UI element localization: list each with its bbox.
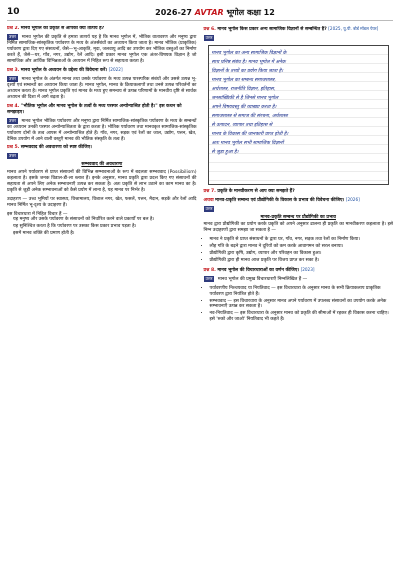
list-item: • लौह गति के बढ़ने द्वारा मानव ने दूरियों को कम करके आवागमन को सरल बनाया। <box>210 244 394 250</box>
question-6 <box>204 26 394 33</box>
question-number: प्रश्न 5. <box>7 145 20 151</box>
answer-text: मानव द्वारा प्रौद्योगिकी का प्रयोग करके प्रकृति को अपने अनुसार ढालना ही प्रकृति का मानवीकरण कहलाता है। इसे निम्न उदाहरणों द्वारा समझा जा सकता है — <box>203 222 393 234</box>
handwritten-line: मानव भूगोल का अन्य सामाजिक विज्ञानों के <box>211 50 287 56</box>
question-number: प्रश्न 2. <box>7 26 20 31</box>
question-2 <box>7 26 197 32</box>
handwritten-line: मानव भूगोल का सम्बन्ध समाजशास्त्र, <box>211 77 276 83</box>
question-8 <box>204 267 394 274</box>
answer-badge: उत्तर <box>9 117 16 123</box>
question-number: प्रश्न 8. <box>203 267 216 273</box>
exam-year-tag: [2025, यू.पी. बोर्ड मॉडल पेपर] <box>328 26 379 31</box>
handwritten-line: विज्ञानों के तथ्यों का प्रयोग किया जाता है। <box>211 68 284 74</box>
exam-year-tag: [2026] <box>345 196 360 202</box>
list-item: • प्रौद्योगिकी द्वारा कृषि, उद्योग, व्यापार और परिवहन का विकास हुआ। <box>210 251 394 257</box>
question-text: सम्भववाद की अवधारणा को स्पष्ट कीजिए। <box>20 145 92 151</box>
header-class: कक्षा 12 <box>246 7 275 17</box>
answer-badge: उत्तर <box>205 205 213 211</box>
answer-4 <box>7 118 197 143</box>
answer-text: मानव भूगोल भौतिक पर्यावरण और मनुष्य द्वारा निर्मित सामाजिक-सांस्कृतिक पर्यावरण के मध्य के सम्बन्धों का अध्ययन उनकी परस्पर अन्योन्याश्रितता के द्वारा करता है। भौतिक पर्यावरण तथा मानवकृत सामाजिक-सांस्कृतिक पर्यावरण दोनों के तत्व आपस में अन्योन्याश्रित होते हैं। गाँव, नगर, सड़क एवं रेलों का जाल, उद्योग, पत्तन, खेत, दैनिक उपयोग में आने वाली वस्तुएँ मानव की भौतिक संस्कृति के तत्व हैं। <box>7 118 197 142</box>
handwritten-line: मानव के विकास की जानकारी प्राप्त होती है। <box>211 131 289 137</box>
question-text: प्रकृति के मानवीकरण से आप क्या समझते हैं? <box>217 188 295 194</box>
header-year: 2026-27 <box>155 7 192 17</box>
answer-6 <box>204 35 394 42</box>
list-item: • नव-नियतिवाद — इस विचारधारा के अनुसार मानव को प्रकृति की सीमाओं में रहकर ही विकास करना चाहिए। इसे 'रुको और जाओ' नियतिवाद भी कहते हैं। <box>210 311 394 323</box>
question-text: मानव भूगोल के अध्ययन के उद्देश्य की विवेचना करें। <box>20 68 108 74</box>
header-title <box>37 7 393 18</box>
question-text: मानव भूगोल की प्रकृति से आपका क्या तात्पर्य है? <box>20 26 105 31</box>
list-item: • यह मनुष्य और उसके पर्यावरण के संसाधनों को निर्धारित करने वाले प्रकार्यों पर बल है। <box>13 217 197 223</box>
list-item: • सम्भववाद — इस विचारधारा के अनुसार मानव अपने पर्यावरण में उपलब्ध संसाधनों का उपयोग करके अनेक सम्भावनाएँ उत्पन्न कर सकता है। <box>210 299 394 311</box>
list-item: • यह सुनिश्चित करता है कि पर्यावरण पर उसका किस प्रकार प्रभाव पड़ता है। <box>13 224 197 230</box>
exam-year-tag: [2022] <box>108 67 123 73</box>
answer-3 <box>7 76 197 101</box>
handwritten-line: साथ घनिष्ठ संबंध है। मानव भूगोल में अनेक <box>211 59 286 65</box>
handwritten-line: अतः मानव भूगोल सभी सामाजिक विज्ञानों <box>211 140 284 146</box>
answer-2 <box>7 34 197 65</box>
question-number: प्रश्न 3. <box>7 68 20 74</box>
brand-logo: AVTAR <box>194 7 224 17</box>
answer-5 <box>7 153 197 193</box>
page-header <box>7 4 393 21</box>
question-text: मानव भूगोल की विचारधाराओं का वर्णन कीजिए। <box>217 267 300 273</box>
question-7-alt <box>204 197 394 204</box>
handwritten-line: जनसांख्यिकी से है जिनसे मानव भूगोल <box>211 95 279 101</box>
page-number: 10 <box>7 7 20 17</box>
answer-heading: सम्भववाद की अवधारणा <box>81 162 123 168</box>
list-item: • पर्यावरणीय निश्चयवाद या नियतिवाद — इस विचारधारा के अनुसार मानव के सभी क्रियाकलाप प्राकृतिक पर्यावरण द्वारा नियंत्रित होते हैं। <box>210 286 394 298</box>
answer-heading: मानव-प्रकृति सम्बन्ध पर प्रौद्योगिकी का प्रभाव <box>260 214 336 220</box>
list-item: • इसमें मानव शक्ति की प्रमाण होती है। <box>13 231 197 237</box>
handwritten-line: से उत्पादन, व्यापार तथा इतिहास से <box>211 122 273 128</box>
points-list <box>210 237 394 264</box>
left-column <box>7 26 197 564</box>
list-item: • मानव ने प्रकृति से प्राप्त संसाधनों के द्वारा घर, गाँव, नगर, सड़क तथा रेलों का निर्माण किया। <box>210 237 394 243</box>
question-3 <box>7 67 197 74</box>
question-number: प्रश्न 6. <box>203 27 216 32</box>
right-column <box>204 26 394 564</box>
question-number: प्रश्न 7. <box>203 188 216 194</box>
header-subject: भूगोल <box>226 7 245 17</box>
list-item: • प्रौद्योगिकी द्वारा ही मानव आज प्रकृति पर विजय प्राप्त कर सका है। <box>210 258 394 264</box>
answer-text: मानव भूगोल के अंतर्गत मानव तथा उसके पर्यावरण के मध्य उत्पन्न पारस्परिक संबंधों और उससे उत्पन्न भू-दृश्यों एवं सम्बन्धों का अध्ययन किया जाता है। मानव भूगोल, मानव के क्रियाकलापों तथा उनसे उत्पन्न परिवर्तनों का अध्ययन करता है। मानव भूगोल प्रकृति एवं मानव के मध्य हुए समन्वय से उत्पन्न परिणामों के मानवीय दृष्टि से सार्थक अध्ययन की दिशा में आगे बढ़ता है। <box>7 77 197 101</box>
handwritten-line: अर्थशास्त्र, राजनीति विज्ञान, इतिहास, <box>211 86 276 92</box>
handwritten-line: अपने विषयवस्तु की व्याख्या करता है। <box>211 104 277 110</box>
handwritten-line: समाजशास्त्र से समाज की संरचना, अर्थशास्त्र <box>211 113 288 119</box>
question-text: "भौतिक भूगोल और मानव भूगोल के तत्वों के मध्य परस्पर अन्योन्याश्रित होती है।" इस कथन को समझाइए। <box>7 103 182 115</box>
answer-7 <box>204 206 394 235</box>
question-text: मानव भूगोल किस प्रकार अन्य सामाजिक विज्ञानों से सम्बन्धित है? <box>217 27 327 32</box>
question-4 <box>7 104 197 116</box>
example-text: उदाहरण — उच्च भूमियों पर स्वास्थ्य, विश्रामालय, विशाल नगर, खेत, फसलें, पत्तन, मैदान, सड़कें और रेलों आदि मानव निर्मित भू-दृश्य के उदाहरण हैं। <box>7 196 197 208</box>
points-list <box>210 286 394 323</box>
answer-text: मानव भूगोल की प्रमुख विचारधाराएँ निम्नलिखित हैं — <box>217 276 308 282</box>
handwritten-answer-box <box>208 45 390 185</box>
answer-text: मानव भूगोल की प्रकृति से हमारा तात्पर्य यह है कि मानव भूगोल में, भौतिक वातावरण और मनुष्य द्वारा निर्मित सामाजिक-सांस्कृतिक पर्यावरण के मध्य के अंतर्संबंधों का अध्ययन किया जाता है। मानव भौतिक (प्राकृतिक) पर्यावरण द्वारा दिए गए संसाधनों, जैसे—भू-आकृति, मृदा, जलवायु आदि का उपयोग कर भौतिक वस्तुओं का निर्माण करते हैं, जैसे—घर, गाँव, नगर, उद्योग, रेलें आदि। इसी प्रकार मानव भूगोल एक अंतर-विषयक विज्ञान है जो सामाजिक और आर्थिक विभिन्नताओं के अध्ययन में निहित रूप से सहायता करता है। <box>7 34 197 64</box>
or-label: अथवा <box>203 197 214 203</box>
question-number: प्रश्न 4. <box>7 103 20 109</box>
answer-text: मानव अपने पर्यावरण से प्राप्त संसाधनों की विभिन्न सम्भावनाओं के रूप में बदलता सम्भववाद (Possibilism) कहलाता है। इसके जनक विडाल-डी-ला ब्लाश हैं। इनके अनुसार, मानव प्रकृति द्वारा प्रदत्त किए गए संसाधनों की सहायता से अपने लिए अनेक सम्भावनाएँ उत्पन्न कर सकता है। अतः प्रकृति से लाभ उठाने का काम मानव का है। प्रकृति से जुड़ी अनेक सम्भावनाओं को कैसे प्रयोग में लाना है, यह मानव पर निर्भर है। <box>7 170 197 193</box>
answer-8 <box>204 276 394 283</box>
handwritten-line: से जुड़ा हुआ है। <box>211 149 239 155</box>
points-intro: इस विचारधारा में निहित विचार हैं — <box>7 211 68 217</box>
question-text: मानव-प्रकृति सम्बन्ध एवं प्रौद्योगिकी के विकास के प्रभाव की विवेचना कीजिए। <box>215 197 345 203</box>
question-5 <box>7 145 197 151</box>
answer-badge: उत्तर <box>9 33 16 39</box>
answer-badge: उत्तर <box>9 153 16 159</box>
question-7 <box>204 189 394 195</box>
exam-year-tag: [2023] <box>300 266 315 272</box>
points-list <box>13 217 197 237</box>
answer-badge: उत्तर <box>9 76 16 82</box>
answer-badge: उत्तर <box>205 34 213 40</box>
answer-badge: उत्तर <box>205 275 213 281</box>
